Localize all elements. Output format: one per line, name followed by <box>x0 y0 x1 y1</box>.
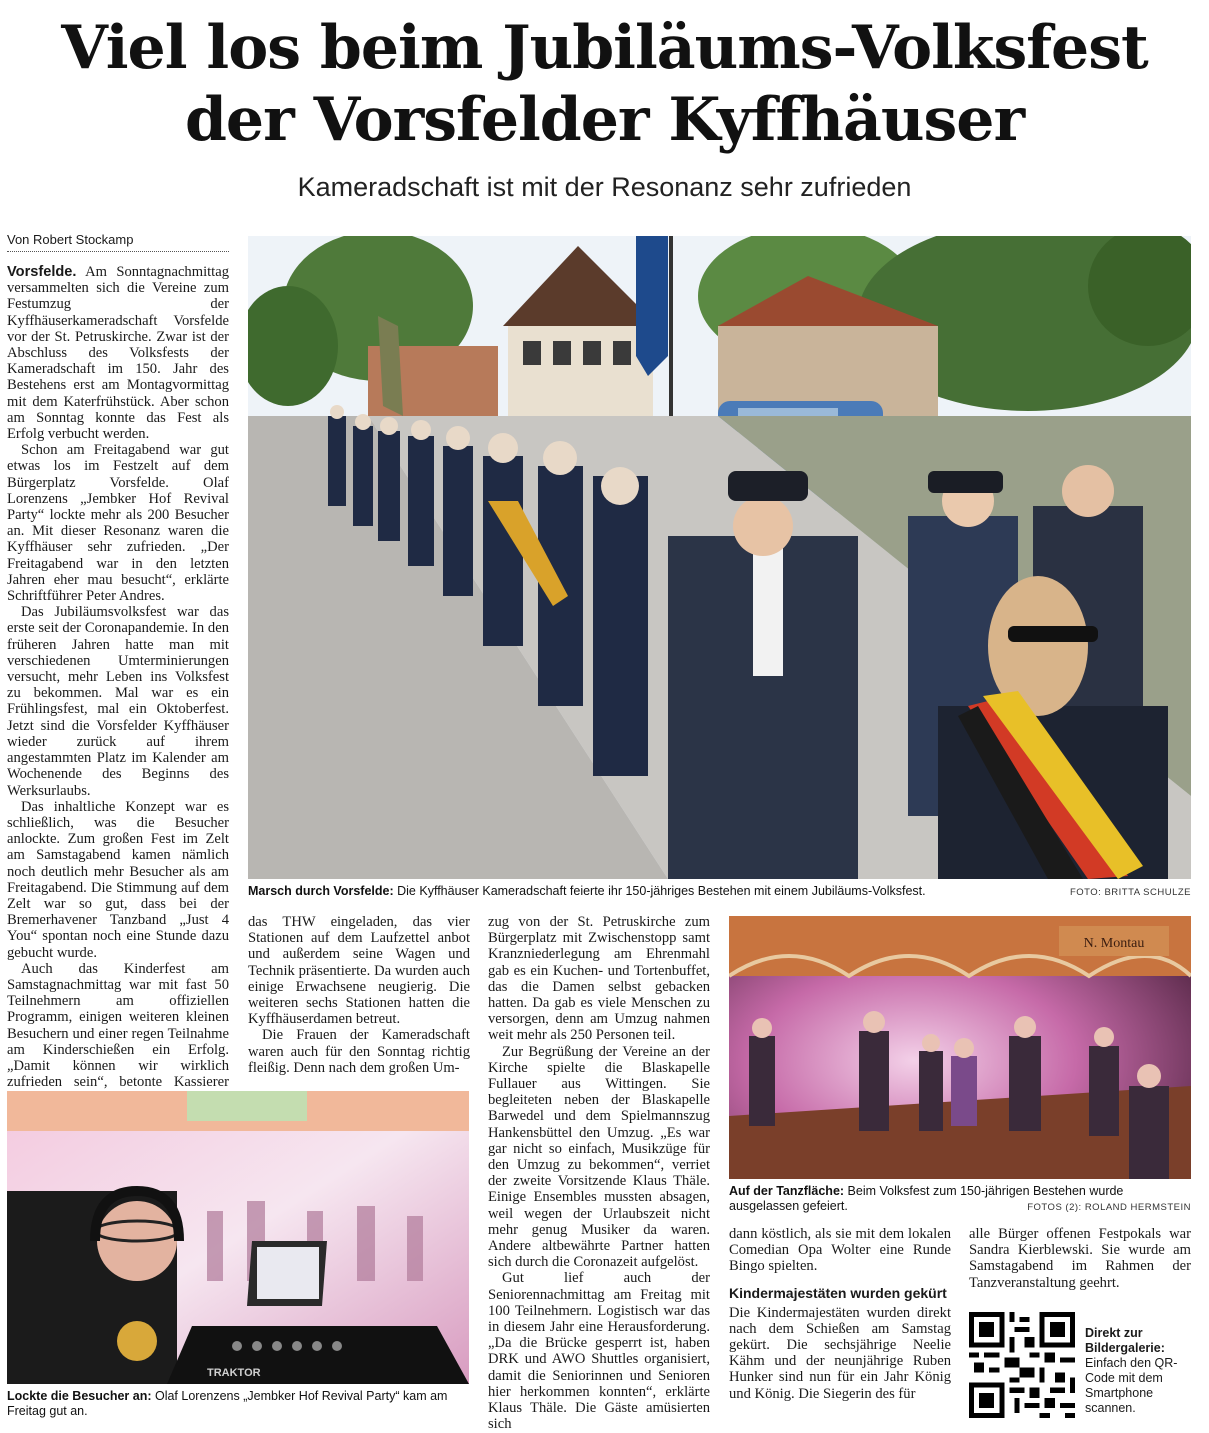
paragraph: zug von der St. Petruskirche zum Bürgerplatz mit Zwischenstopp samt Kranzniederlegung am Ehrenmahl gab es ein Kuchen- und Tortenbuffet, das die Damen selbst gebacken hatten. Da gab es viele Menschen zu versorgen, denn am Umzug nahmen weit mehr als 250 Personen teil. <box>488 914 710 1044</box>
paragraph: alle Bürger offenen Festpokals war Sandra Kierblewski. Sie wurde am Samstagabend im Rahmen der Tanzveranstaltung geehrt. <box>969 1226 1191 1291</box>
qr-text <box>1085 1326 1195 1416</box>
dateline: Vorsfelde. <box>7 264 77 280</box>
article-column-5 <box>969 1226 1191 1291</box>
caption-lead: Marsch durch Vorsfelde: <box>248 884 394 898</box>
caption-lead: Auf der Tanzfläche: <box>729 1184 845 1198</box>
paragraph-text: Am Sonntagnachmittag versammelten sich die Vereine zum Festumzug der Kyffhäuserkameradschaft Vorsfelde vor der St. Petruskirche. Zwar ist der Abschluss des Volksfests der Kameradschaft im 150. Jahr des Bestehens erst am Montagvormittag mit dem Katerfrühstück. Aber schon am Sonntag konnte das Fest als Erfolg verbucht werden. <box>7 264 230 443</box>
paragraph: dann köstlich, als sie mit dem lokalen Comedian Opa Wolter eine Runde Bingo spielten. <box>729 1226 951 1275</box>
caption-lead: Lockte die Besucher an: <box>7 1389 152 1403</box>
mixer-label: TRAKTOR <box>207 1367 261 1379</box>
headline-line-1: Viel los beim Jubiläums-Volksfest <box>61 13 1148 83</box>
paragraph: Auch das Kinderfest am Samstagnachmittag war mit fast 50 Teilnehmern am offiziellen Programm, einigen weiteren kleinen Besuchern und einer regen Teilnahme am Kinderschießen ein Erfolg. „Damit können wir wirklich zufrieden sein“, betonte Kassierer <box>7 960 229 1091</box>
qr-code[interactable] <box>969 1312 1075 1418</box>
paragraph: das THW eingeladen, das vier Stationen auf dem Laufzettel anbot und außerdem seine Wagen und Technik präsentierte. Da wurden auch einige Erwachsene neugierig. Die weiteren sechs Stationen hatten die Kyffhäuserdamen betreut. <box>248 914 470 1028</box>
qr-instructions: Einfach den QR-Code mit dem Smartphone scannen. <box>1085 1356 1178 1415</box>
paragraph: Das inhaltliche Konzept war es schließlich, was die Besucher anlockte. Zum großen Fest im Zelt am Samstagabend kamen nämlich noch deutlich mehr Besucher als am Freitagabend. Die Stimmung auf dem Zelt war so gut, dass bei der Bremerhavener Tanzband „Just 4 You“ spontan noch eine Stunde dazu gebucht wurde. <box>7 798 229 961</box>
main-photo-credit: FOTO: BRITTA SCHULZE <box>1069 887 1191 898</box>
paragraph: Die Frauen der Kameradschaft waren auch für den Sonntag richtig fleißig. Denn nach dem großen Um- <box>248 1027 470 1076</box>
dj-photo-caption <box>7 1389 469 1419</box>
article-column-3 <box>488 914 710 1433</box>
paragraph: Zur Begrüßung der Vereine an der Kirche spielte die Blaskapelle Fullauer aus Wittingen. Sie begleiteten neben der Blaskapelle Barwedel und dem Spielmannszug Hankensbüttel den Umzug. „Es war gar nicht so einfach, Musikzüge für den Umzug zu bekommen“, verriet der zweite Vorsitzende Klaus Thäle. Einige Ensembles mussten absagen, weil wegen der Urlaubszeit nicht mehr genug Musiker da waren. Andere altbewährte Partner hatten sich durch die Coronazeit aufgelöst. <box>488 1043 710 1271</box>
qr-title: Direkt zur Bildergalerie: <box>1085 1326 1165 1355</box>
paragraph: Gut lief auch der Seniorennachmittag am Freitag mit 100 Teilnehmern. Logistisch war das in diesem Jahr eine Herausforderung. „Da die Brücke gesperrt ist, haben DRK und AWO Shuttles organisiert, damit die Seniorinnen und Senioren hier herkommen konnten“, erklärte Klaus Thäle. Die Gäste amüsierten sich <box>488 1270 710 1433</box>
article-column-2 <box>248 914 470 1076</box>
paragraph <box>7 264 229 442</box>
caption-text: Beim Volksfest zum 150-jährigen Bestehen wurde ausgelassen gefeiert. <box>729 1184 1124 1213</box>
dance-photo <box>729 916 1191 1179</box>
main-photo <box>248 236 1191 879</box>
caption-text: Die Kyffhäuser Kameradschaft feierte ihr 150-jähriges Bestehen mit einem Jubiläums-Volksfest. <box>397 884 926 898</box>
subheadline: Kameradschaft ist mit der Resonanz sehr zufrieden <box>297 172 912 202</box>
caption-text: Olaf Lorenzens „Jembker Hof Revival Party“ kam am Freitag gut an. <box>7 1389 448 1418</box>
dj-photo <box>7 1091 469 1384</box>
headline <box>0 12 1209 156</box>
section-subheading: Kindermajestäten wurden gekürt <box>729 1284 947 1301</box>
paragraph: Die Kindermajestäten wurden direkt nach dem Schießen am Samstag gekürt. Die sechsjährige Neelie Kähm und der neunjährige Ruben Hunker sind nun für ein Jahr König und König. Die Siegerin des für <box>729 1304 951 1402</box>
main-photo-caption <box>248 884 1008 899</box>
article-column-4 <box>729 1226 951 1402</box>
headline-line-2: der Vorsfelder Kyffhäuser <box>184 85 1025 155</box>
article-column-1 <box>7 264 229 1123</box>
byline: Von Robert Stockamp <box>7 232 229 252</box>
paragraph: Das Jubiläumsvolksfest war das erste seit der Coronapandemie. In den früheren Jahren hatte man mit verschiedenen Umterminierungen versucht, mehr Leben ins Volksfest zu bekommen. Mal war es ein Frühlingsfest, mal ein Oktoberfest. Jetzt sind die Vorsfelder Kyffhäuser wieder zurück auf ihrem angestammten Platz im Kalender am Wochenende des Beginns des Werksurlaubs. <box>7 604 229 799</box>
dance-photo-credit: FOTOS (2): ROLAND HERMSTEIN <box>1027 1202 1191 1213</box>
tent-sign: N. Montau <box>1083 936 1145 951</box>
paragraph: Schon am Freitagabend war gut etwas los im Festzelt auf dem Bürgerplatz Vorsfelde. Olaf Lorenzens „Jembker Hof Revival Party“ lockte mehr als 200 Besucher an. Mit dieser Resonanz waren die Kyffhäuser sehr zufrieden. „Der Freitagabend war in den letzten Jahren eher mau besucht“, erklärte Schriftführer Peter Andres. <box>7 442 229 605</box>
